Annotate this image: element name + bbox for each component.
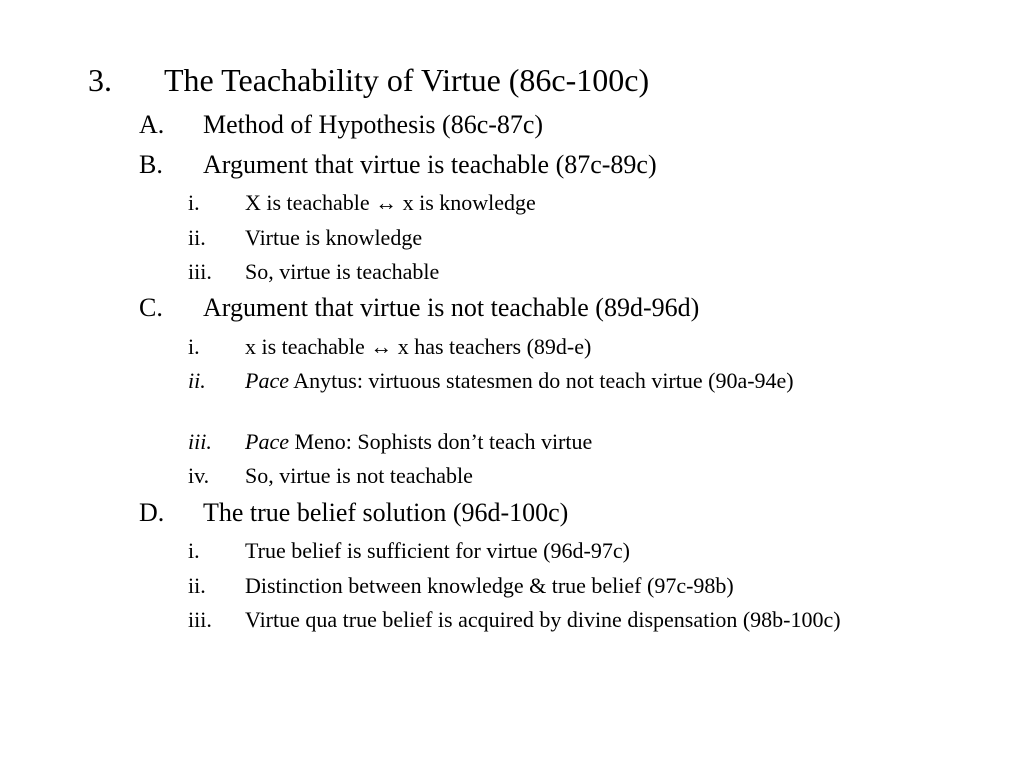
outline-heading-text: The Teachability of Virtue (86c-100c) xyxy=(164,62,650,98)
section-d-item-number: iii. xyxy=(188,607,212,632)
section-b xyxy=(139,150,657,180)
section-c-item-number: i. xyxy=(188,334,200,359)
section-b-text: Argument that virtue is teachable (87c-89c) xyxy=(203,150,657,179)
section-b-item-number: ii. xyxy=(188,225,206,250)
section-b-item xyxy=(188,225,928,251)
section-b-letter: B. xyxy=(139,150,163,179)
section-d-item-text: True belief is sufficient for virtue (96d-97c) xyxy=(245,538,630,563)
section-c-item-rest: Anytus: virtuous statesmen do not teach virtue (90a-94e) xyxy=(288,368,794,393)
section-b-item-number: i. xyxy=(188,190,200,215)
section-b-item xyxy=(188,190,928,216)
section-c-item-number: iv. xyxy=(188,463,210,488)
section-c-item-text: So, virtue is not teachable xyxy=(245,463,473,488)
section-b-item-number: iii. xyxy=(188,259,212,284)
section-d-item-number: ii. xyxy=(188,573,206,598)
section-a xyxy=(139,110,543,140)
section-d-letter: D. xyxy=(139,498,165,527)
outline-heading-number: 3. xyxy=(88,62,112,98)
section-b-item xyxy=(188,259,928,285)
section-b-item-text: Virtue is knowledge xyxy=(245,225,423,250)
section-a-text: Method of Hypothesis (86c-87c) xyxy=(203,110,544,139)
section-c-item-number: iii. xyxy=(188,429,212,454)
section-c-item-text xyxy=(245,430,925,453)
section-d-item xyxy=(188,538,928,564)
section-c-item-number: ii. xyxy=(188,368,206,393)
section-b-item-text: So, virtue is teachable xyxy=(245,259,440,284)
section-c-letter: C. xyxy=(139,293,163,322)
section-d-item-number: i. xyxy=(188,538,200,563)
section-c xyxy=(139,293,699,323)
section-c-item-rest: Meno: Sophists don’t teach virtue xyxy=(288,429,593,454)
section-d-item-text: Virtue qua true belief is acquired by divine dispensation (98b-100c) xyxy=(245,607,841,632)
section-d-item xyxy=(188,607,928,633)
section-c-item xyxy=(188,334,928,360)
section-c-text: Argument that virtue is not teachable (89d-96d) xyxy=(203,293,700,322)
outline-heading xyxy=(88,62,649,99)
section-d-item xyxy=(188,573,928,599)
pace-italic: Pace xyxy=(245,429,289,454)
pace-italic: Pace xyxy=(245,368,289,393)
section-c-item-text xyxy=(245,369,925,392)
section-d xyxy=(139,498,568,528)
section-b-item-text: X is teachable ↔ x is knowledge xyxy=(245,190,536,215)
section-d-text: The true belief solution (96d-100c) xyxy=(203,498,569,527)
section-d-item-text: Distinction between knowledge & true belief (97c-98b) xyxy=(245,573,734,598)
section-a-letter: A. xyxy=(139,110,165,139)
section-c-item-text: x is teachable ↔ x has teachers (89d-e) xyxy=(245,334,592,359)
section-c-item xyxy=(188,463,928,489)
section-c-item xyxy=(188,429,928,455)
section-c-item xyxy=(188,368,928,394)
